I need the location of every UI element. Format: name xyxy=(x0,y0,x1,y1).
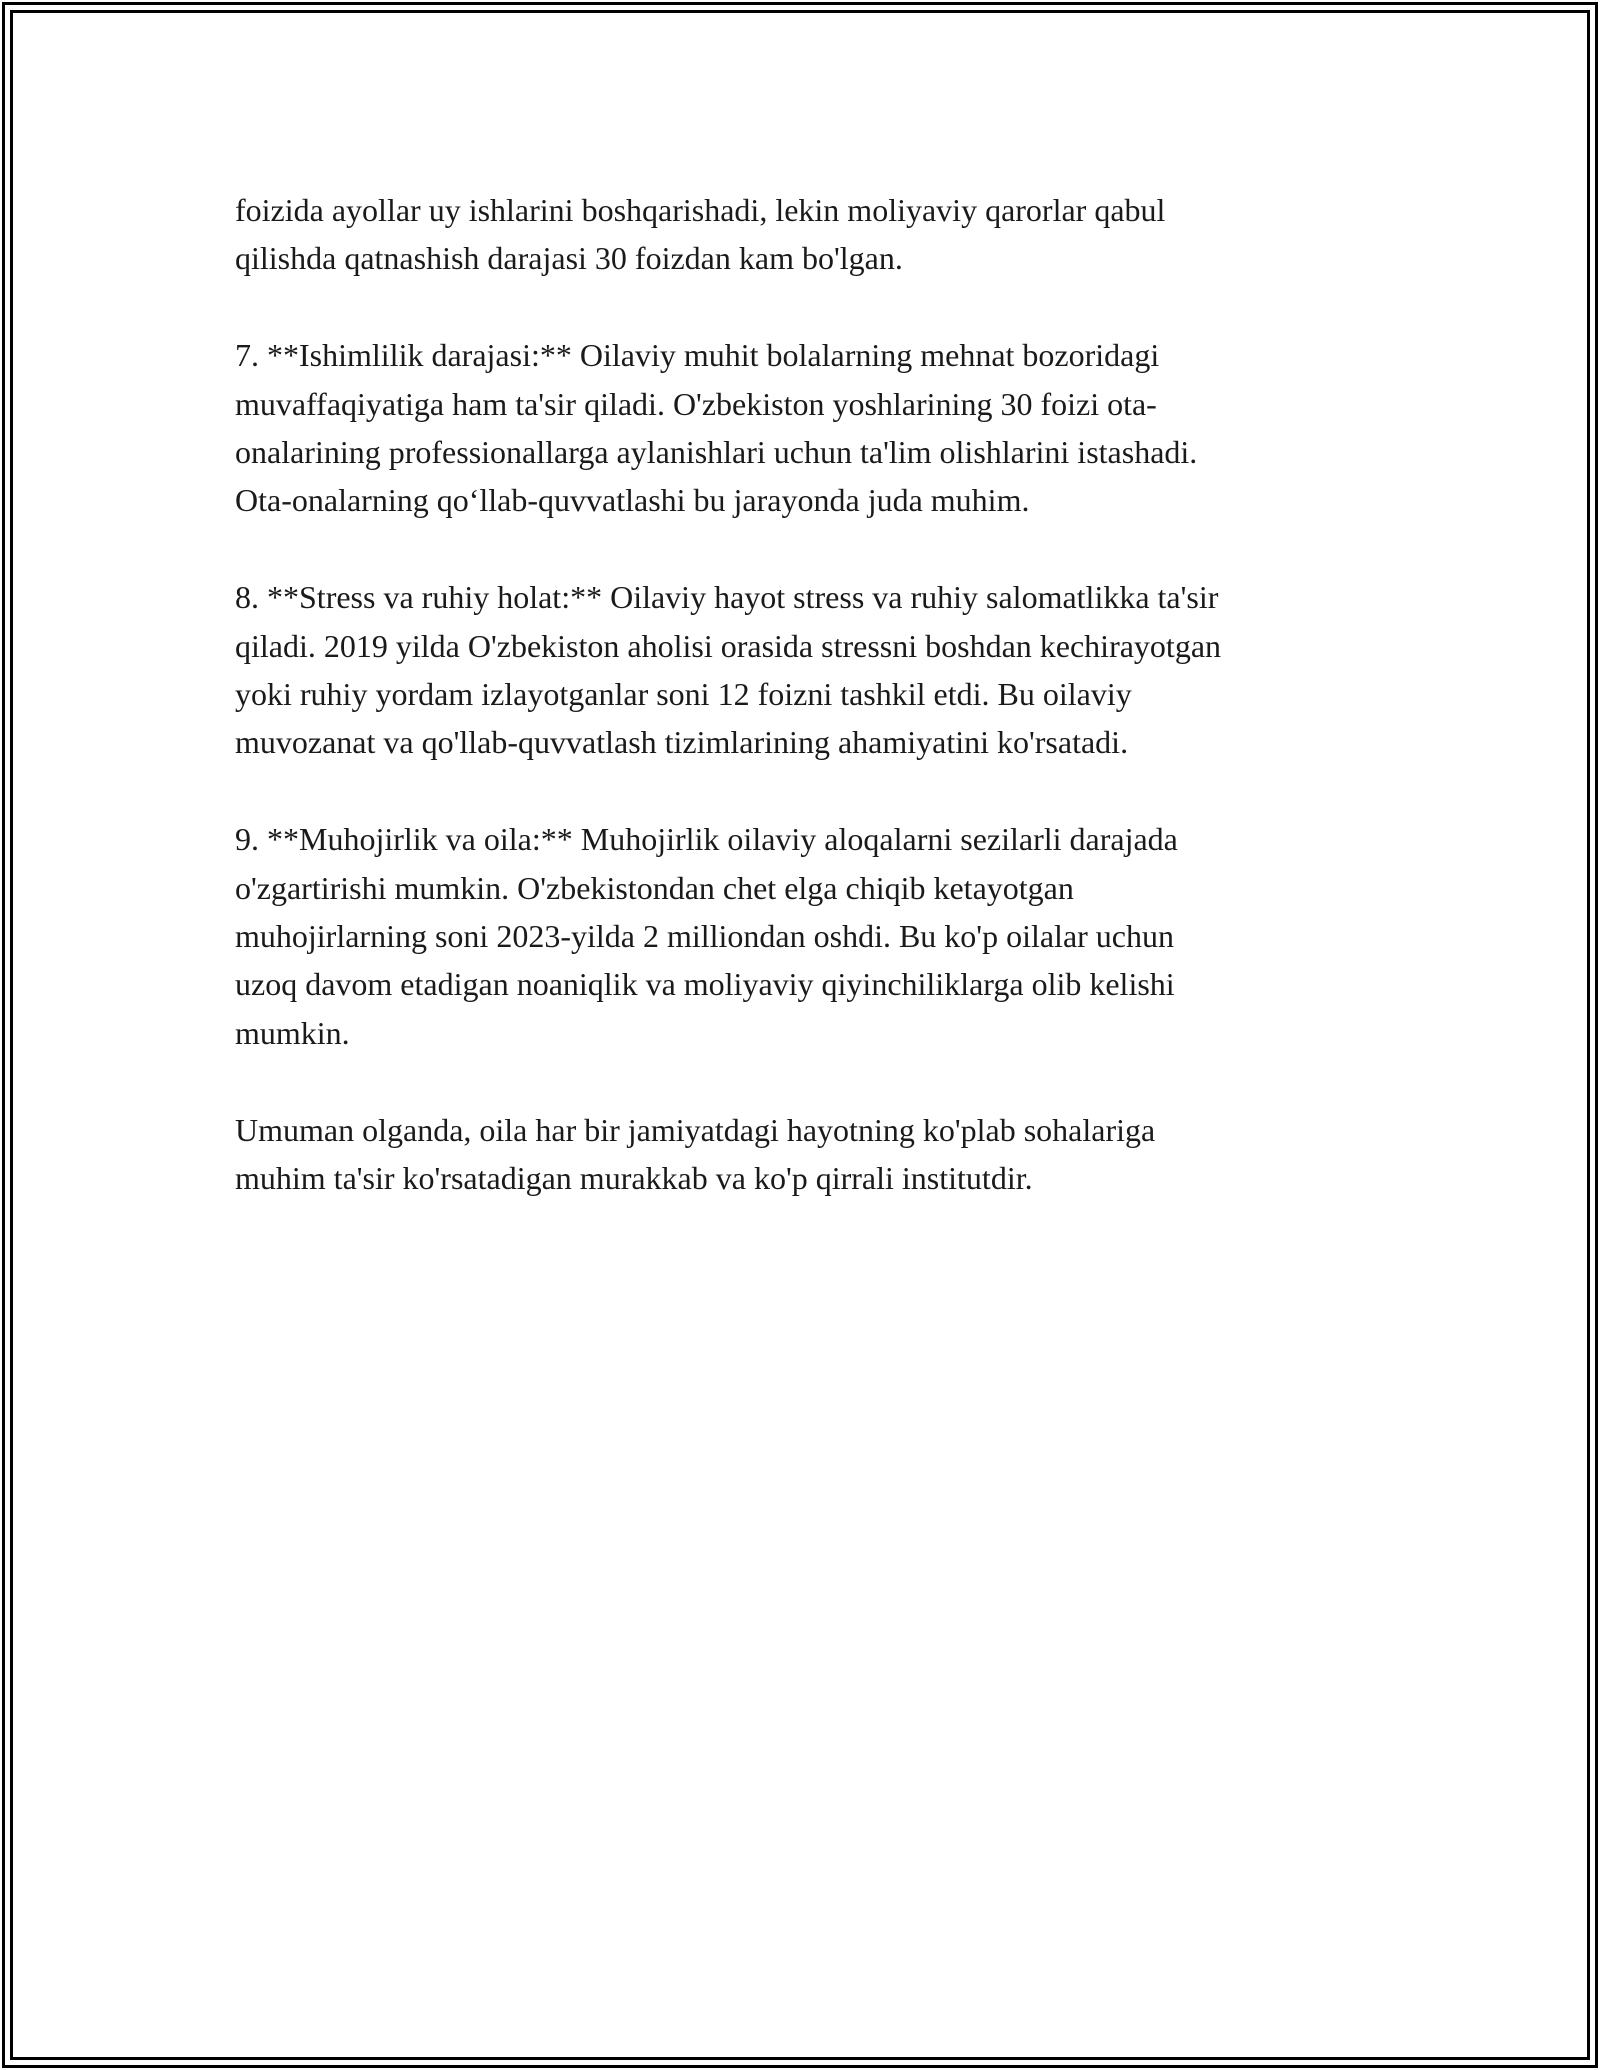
text-line: qiladi. 2019 yilda O'zbekiston aholisi orasida stressni boshdan kechirayotgan xyxy=(235,627,1222,664)
text-line: yoki ruhiy yordam izlayotganlar soni 12 foizni tashkil etdi. Bu oilaviy xyxy=(235,676,1132,713)
text-line: 7. **Ishimlilik darajasi:** Oilaviy muhit bolalarning mehnat bozoridagi xyxy=(235,337,1160,374)
text-line: Umuman olganda, oila har bir jamiyatdagi hayotning ko'plab sohalariga xyxy=(235,1111,1156,1148)
text-line: onalarining professionallarga aylanishlari uchun ta'lim olishlarini istashadi. xyxy=(235,434,1198,471)
paragraph-intro-continuation xyxy=(235,186,1385,283)
paragraph-item-7 xyxy=(235,331,1385,525)
text-line: Ota-onalarning qo‘llab-quvvatlashi bu jarayonda juda muhim. xyxy=(235,482,1030,519)
text-line: uzoq davom etadigan noaniqlik va moliyaviy qiyinchiliklarga olib kelishi xyxy=(235,966,1175,1003)
text-line: muhim ta'sir ko'rsatadigan murakkab va ko'p qirrali institutdir. xyxy=(235,1160,1033,1197)
document-body xyxy=(235,186,1385,1251)
text-line: 8. **Stress va ruhiy holat:** Oilaviy hayot stress va ruhiy salomatlikka ta'sir xyxy=(235,579,1219,616)
paragraph-item-8 xyxy=(235,573,1385,767)
text-line: o'zgartirishi mumkin. O'zbekistondan chet elga chiqib ketayotgan xyxy=(235,869,1074,906)
paragraph-conclusion xyxy=(235,1106,1385,1203)
text-line: muvozanat va qo'llab-quvvatlash tizimlarining ahamiyatini ko'rsatadi. xyxy=(235,724,1129,761)
text-line: mumkin. xyxy=(235,1014,350,1051)
text-line: qilishda qatnashish darajasi 30 foizdan kam bo'lgan. xyxy=(235,240,903,277)
text-line: muvaffaqiyatiga ham ta'sir qiladi. O'zbekiston yoshlarining 30 foizi ota- xyxy=(235,385,1157,422)
text-line: foizida ayollar uy ishlarini boshqarishadi, lekin moliyaviy qarorlar qabul xyxy=(235,192,1166,228)
text-line: 9. **Muhojirlik va oila:** Muhojirlik oilaviy aloqalarni sezilarli darajada xyxy=(235,821,1178,858)
text-line: muhojirlarning soni 2023-yilda 2 milliondan oshdi. Bu ko'p oilalar uchun xyxy=(235,918,1174,955)
paragraph-item-9 xyxy=(235,815,1385,1057)
